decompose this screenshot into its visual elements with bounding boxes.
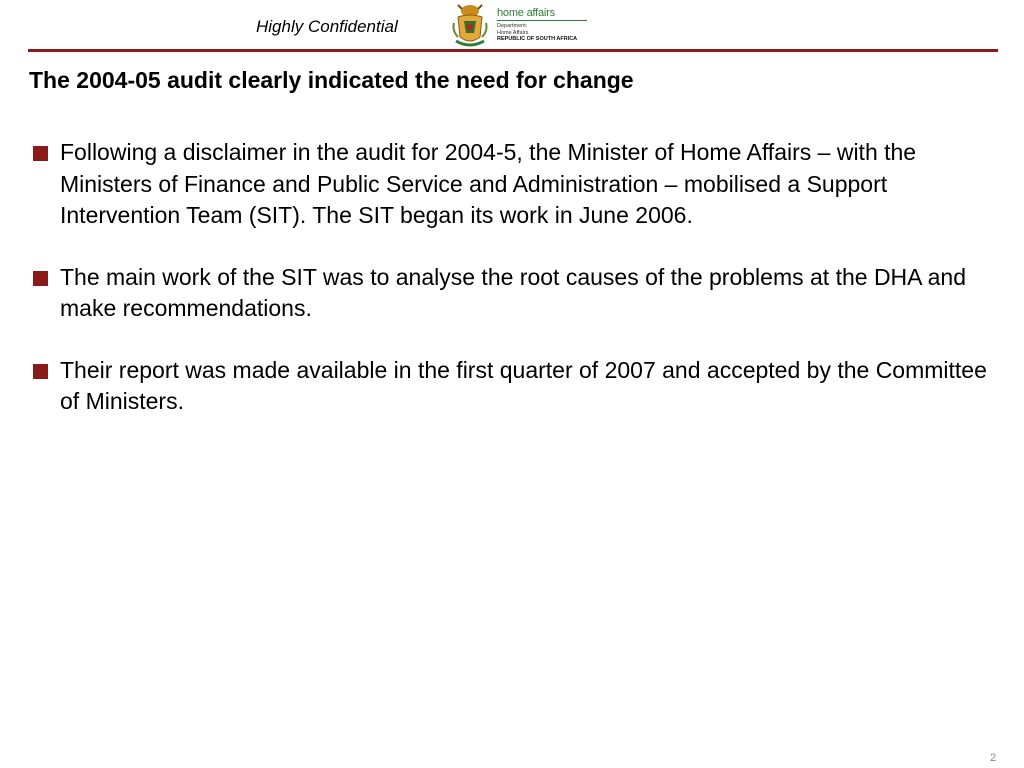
- slide-title: The 2004-05 audit clearly indicated the need for change: [29, 67, 634, 93]
- bullet-text: Their report was made available in the first quarter of 2007 and accepted by the Committee of Ministers.: [60, 356, 987, 414]
- home-affairs-logo: [452, 3, 584, 49]
- bullet-item: [33, 355, 998, 418]
- brand-divider: [497, 20, 587, 21]
- coat-of-arms-icon: [452, 3, 488, 49]
- bullet-text: The main work of the SIT was to analyse the root causes of the problems at the DHA and make recommendations.: [60, 263, 966, 321]
- bullet-text: Following a disclaimer in the audit for 2004-5, the Minister of Home Affairs – with the Ministers of Finance and Public Service and Administration – mobilised a Support Intervention Team (SIT). The SIT began its work in June 2006.: [60, 139, 917, 228]
- page-number: 2: [990, 752, 997, 764]
- header-divider: [28, 49, 998, 52]
- square-bullet-icon: [33, 364, 48, 379]
- square-bullet-icon: [33, 271, 48, 286]
- brand-home-affairs: Home Affairs: [497, 29, 529, 36]
- confidential-label: Highly Confidential: [256, 17, 398, 36]
- bullet-list: [33, 137, 998, 448]
- brand-country: REPUBLIC OF SOUTH AFRICA: [497, 36, 578, 42]
- bullet-item: [33, 137, 998, 232]
- bullet-item: [33, 262, 998, 325]
- brand-name: home affairs: [497, 7, 555, 19]
- square-bullet-icon: [33, 146, 48, 161]
- brand-department: Department:: [497, 23, 528, 29]
